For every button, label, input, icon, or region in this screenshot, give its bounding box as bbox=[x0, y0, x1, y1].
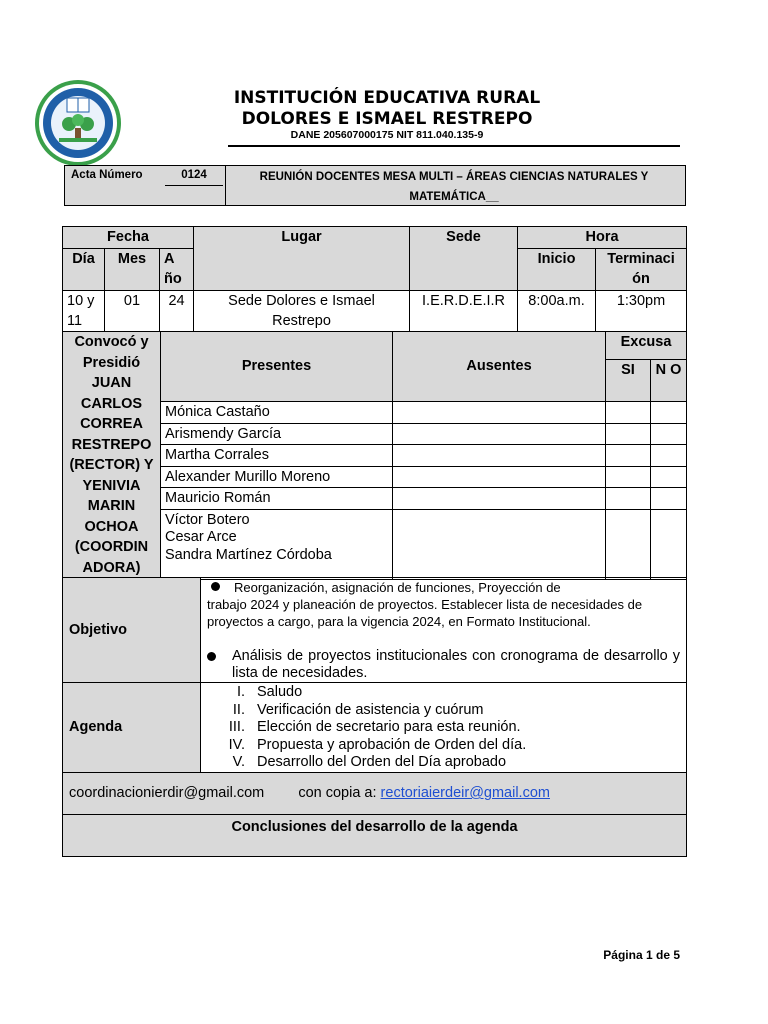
page-number: Página 1 de 5 bbox=[603, 948, 680, 962]
sede-header: Sede bbox=[410, 227, 518, 291]
ausente-cell bbox=[393, 423, 606, 445]
ausente-cell bbox=[393, 509, 606, 579]
title-line-2: DOLORES E ISMAEL RESTREPO bbox=[241, 109, 533, 129]
sede-value: I.E.R.D.E.I.R bbox=[410, 290, 518, 332]
meeting-title: REUNIÓN DOCENTES MESA MULTI – ÁREAS CIENCIAS NATURALES Y MATEMÁTICA__ bbox=[259, 171, 649, 203]
excusa-no-header: N O bbox=[651, 360, 687, 402]
presente-name: Sandra Martínez Córdoba bbox=[165, 546, 332, 563]
ausente-cell bbox=[393, 488, 606, 510]
logo-bottom-text: EL RETIRO bbox=[64, 151, 92, 157]
objetivo-label: Objetivo bbox=[63, 578, 201, 683]
agenda-label: Agenda bbox=[63, 683, 201, 773]
ausente-cell bbox=[393, 445, 606, 467]
hora-header: Hora bbox=[518, 227, 687, 249]
mes-header: Mes bbox=[105, 248, 160, 290]
terminacion-header: Terminaci ón bbox=[596, 248, 687, 290]
dia-header: Día bbox=[63, 248, 105, 290]
dia-value: 10 y 11 bbox=[63, 290, 105, 332]
bullet-icon bbox=[211, 582, 220, 591]
lugar-value: Sede Dolores e Ismael Restrepo bbox=[194, 290, 410, 332]
presente-row: Arismendy García bbox=[161, 423, 393, 445]
agenda-list bbox=[207, 684, 680, 772]
si-cell bbox=[606, 423, 651, 445]
ano-header: A ño bbox=[160, 248, 194, 290]
acta-row bbox=[64, 165, 686, 206]
si-cell bbox=[606, 445, 651, 467]
no-cell bbox=[651, 423, 687, 445]
no-cell bbox=[651, 445, 687, 467]
conclusiones-header: Conclusiones del desarrollo de la agenda bbox=[63, 814, 687, 856]
bullet-icon bbox=[207, 652, 216, 661]
excusa-header: Excusa bbox=[606, 332, 687, 360]
agenda-item: II. Verificación de asistencia y cuórum bbox=[232, 701, 484, 718]
presente-group bbox=[161, 509, 393, 579]
inicio-value: 8:00a.m. bbox=[518, 290, 596, 332]
si-cell bbox=[606, 466, 651, 488]
copy-label: con copia a: bbox=[298, 785, 377, 801]
no-cell bbox=[651, 488, 687, 510]
institution-logo bbox=[33, 78, 123, 168]
convoco-cell: Convocó y Presidió JUAN CARLOS CORREA RESTREPO (RECTOR) Y YENIVIA MARIN OCHOA (COORDIN ADORA) bbox=[63, 332, 161, 580]
agenda-item: IV. Propuesta y aprobación de Orden del día. bbox=[228, 736, 527, 753]
presente-row: Alexander Murillo Moreno bbox=[161, 466, 393, 488]
dane-nit: DANE 205607000175 NIT 811.040.135-9 bbox=[290, 129, 484, 141]
no-cell bbox=[651, 466, 687, 488]
title-line-1: INSTITUCIÓN EDUCATIVA RURAL bbox=[233, 88, 541, 108]
ausente-cell bbox=[393, 402, 606, 424]
acta-separator bbox=[225, 166, 226, 205]
ano-value: 24 bbox=[160, 290, 194, 332]
acta-label: Acta Número bbox=[71, 169, 143, 181]
rectoria-email-link[interactable]: rectoriaierdeir@gmail.com bbox=[380, 785, 550, 801]
ausentes-header: Ausentes bbox=[393, 332, 606, 402]
objective-agenda-table bbox=[62, 577, 687, 857]
no-cell bbox=[651, 402, 687, 424]
presente-row: Mauricio Román bbox=[161, 488, 393, 510]
presente-name: Víctor Botero bbox=[165, 511, 250, 528]
contact-row bbox=[63, 772, 687, 814]
presente-row: Martha Corrales bbox=[161, 445, 393, 467]
attendance-table bbox=[62, 331, 687, 580]
no-cell bbox=[651, 509, 687, 579]
si-cell bbox=[606, 402, 651, 424]
agenda-item: III. Elección de secretario para esta reunión. bbox=[228, 719, 521, 735]
objetivo-content bbox=[201, 578, 687, 683]
presentes-header: Presentes bbox=[161, 332, 393, 402]
ausente-cell bbox=[393, 466, 606, 488]
inicio-header: Inicio bbox=[518, 248, 596, 290]
mes-value: 01 bbox=[105, 290, 160, 332]
objetivo-item-1: Reorganización, asignación de funciones, Proyección de trabajo 2024 y planeación de proyectos. Establecer lista de necesidades de proyectos a cargo, para la vigencia 2024, en Formato Institucional. bbox=[207, 580, 643, 629]
lugar-header: Lugar bbox=[194, 227, 410, 291]
header-rule bbox=[228, 145, 680, 147]
agenda-item: V. Desarrollo del Orden del Día aprobado bbox=[232, 754, 507, 770]
info-table bbox=[62, 226, 687, 333]
presente-row: Mónica Castaño bbox=[161, 402, 393, 424]
institution-title bbox=[200, 88, 574, 130]
excusa-si-header: SI bbox=[606, 360, 651, 402]
acta-number: 0124 bbox=[181, 169, 207, 181]
agenda-item: I. Saludo bbox=[236, 684, 303, 700]
coordination-email: coordinacionierdir@gmail.com bbox=[69, 785, 265, 801]
acta-number-underline bbox=[165, 185, 223, 186]
fin-value: 1:30pm bbox=[596, 290, 687, 332]
si-cell bbox=[606, 488, 651, 510]
si-cell bbox=[606, 509, 651, 579]
presente-name: Cesar Arce bbox=[165, 529, 237, 545]
fecha-header: Fecha bbox=[63, 227, 194, 249]
objetivo-item-2: Análisis de proyectos institucionales con cronograma de desarrollo y lista de necesidades. bbox=[207, 648, 680, 682]
agenda-content bbox=[201, 683, 687, 773]
